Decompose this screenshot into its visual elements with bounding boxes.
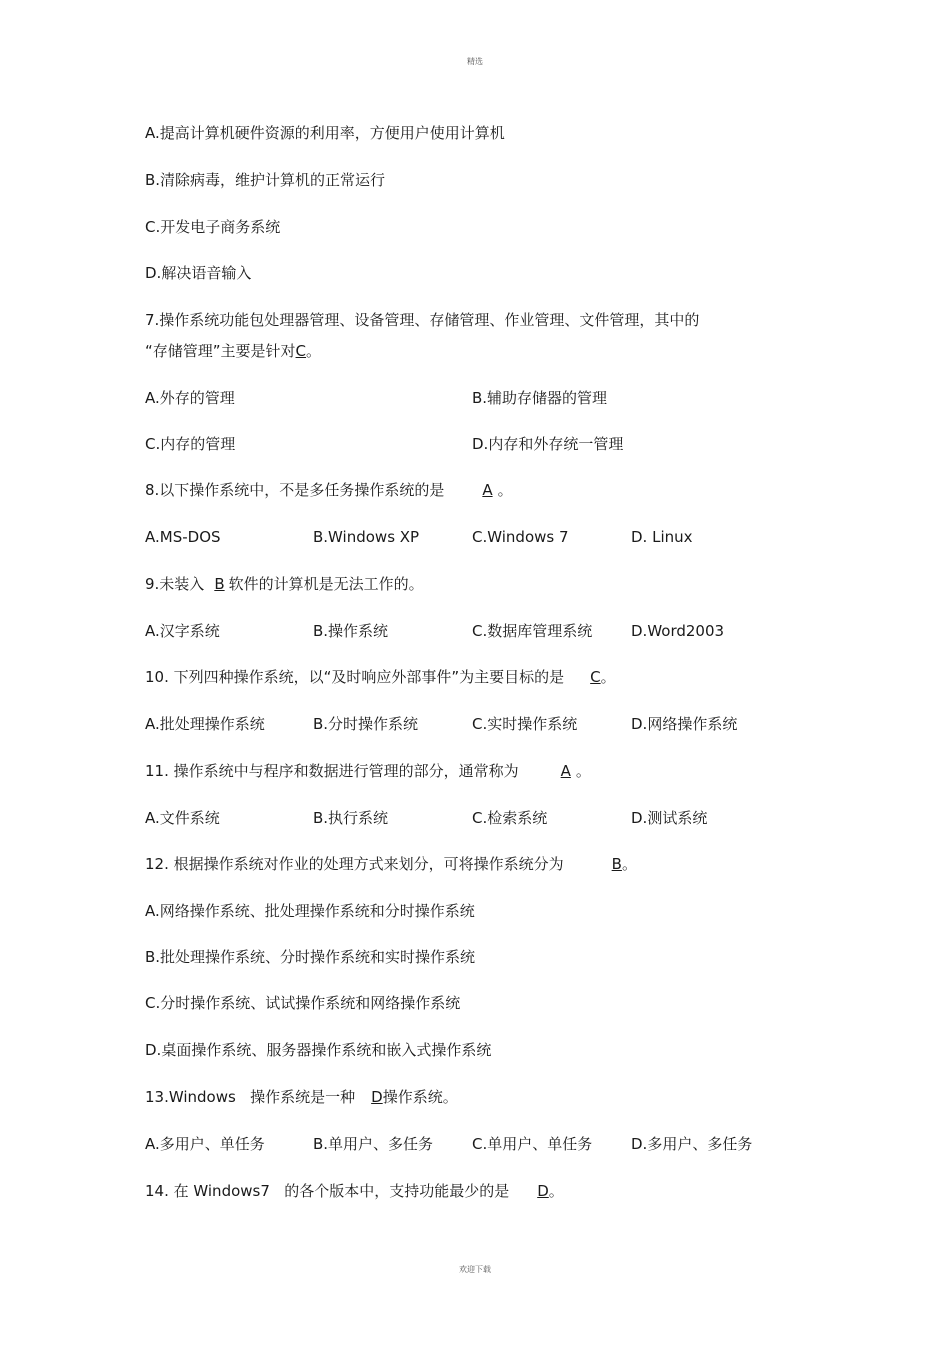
q14-question-text: 14. 在 Windows7 的各个版本中，支持功能最少的是	[145, 1182, 510, 1200]
q13-option-b: B.单用户、多任务	[313, 1135, 434, 1153]
q8-option-c: C.Windows 7	[472, 528, 569, 546]
q7-option-b: B.辅助存储器的管理	[472, 389, 608, 407]
q12-option-c: C.分时操作系统、试试操作系统和网络操作系统	[145, 994, 461, 1012]
q10-answer: C	[590, 668, 601, 686]
page-footer: 欢迎下载	[459, 1265, 491, 1274]
q11-option-b: B.执行系统	[313, 809, 389, 827]
q7-question-line1: 7.操作系统功能包处理器管理、设备管理、存储管理、作业管理、文件管理，其中的	[145, 311, 700, 329]
q9-question	[145, 574, 424, 594]
q8-question	[145, 480, 513, 500]
q12-answer: B	[611, 855, 622, 873]
q7-option-c: C.内存的管理	[145, 435, 236, 453]
q8-option-d: D. Linux	[631, 528, 693, 546]
q12-question-text: 12. 根据操作系统对作业的处理方式来划分，可将操作系统分为	[145, 855, 564, 873]
q14-question-end: 。	[548, 1182, 564, 1200]
q13-question-text: 13.Windows 操作系统是一种	[145, 1088, 356, 1106]
q7-answer: C	[295, 342, 307, 360]
q11-question-text: 11. 操作系统中与程序和数据进行管理的部分，通常称为	[145, 762, 519, 780]
q7-question-line2	[145, 341, 321, 361]
q6-option-d: D.解决语音输入	[145, 264, 252, 282]
q9-question-end: 软件的计算机是无法工作的。	[228, 575, 424, 593]
q10-option-c: C.实时操作系统	[472, 715, 578, 733]
q13-question	[145, 1087, 458, 1107]
q6-option-a: A.提高计算机硬件资源的利用率，方便用户使用计算机	[145, 124, 505, 142]
q11-answer: A	[560, 762, 571, 780]
q8-option-a: A.MS-DOS	[145, 528, 221, 546]
q9-option-b: B.操作系统	[313, 622, 389, 640]
q9-option-d: D.Word2003	[631, 622, 725, 640]
q13-question-end: 操作系统。	[382, 1088, 458, 1106]
q12-option-d: D.桌面操作系统、服务器操作系统和嵌入式操作系统	[145, 1041, 492, 1059]
q11-option-c: C.检索系统	[472, 809, 548, 827]
q13-option-c: C.单用户、单任务	[472, 1135, 593, 1153]
q13-answer: D	[371, 1088, 383, 1106]
q7-option-d: D.内存和外存统一管理	[472, 435, 624, 453]
q12-option-a: A.网络操作系统、批处理操作系统和分时操作系统	[145, 902, 475, 920]
q8-question-end: 。	[497, 481, 513, 499]
q12-question-end: 。	[621, 855, 637, 873]
q9-question-text: 9.未装入	[145, 575, 205, 593]
q11-question-end: 。	[575, 762, 591, 780]
q14-question	[145, 1181, 564, 1201]
q7-question-end: 。	[306, 342, 322, 360]
q13-option-d: D.多用户、多任务	[631, 1135, 753, 1153]
page-header: 精选	[467, 57, 483, 66]
q10-question-text: 10. 下列四种操作系统，以“及时响应外部事件”为主要目标的是	[145, 668, 565, 686]
q8-option-b: B.Windows XP	[313, 528, 420, 546]
q13-option-a: A.多用户、单任务	[145, 1135, 265, 1153]
q10-question	[145, 667, 616, 687]
q9-answer: B	[214, 575, 225, 593]
q7-question-text: “存储管理”主要是针对	[145, 342, 296, 360]
q9-option-a: A.汉字系统	[145, 622, 220, 640]
q14-answer: D	[537, 1182, 549, 1200]
q11-question	[145, 761, 591, 781]
q10-question-end: 。	[600, 668, 616, 686]
q8-answer: A	[482, 481, 493, 499]
q12-question	[145, 854, 637, 874]
q10-option-b: B.分时操作系统	[313, 715, 419, 733]
q12-option-b: B.批处理操作系统、分时操作系统和实时操作系统	[145, 948, 476, 966]
q11-option-a: A.文件系统	[145, 809, 220, 827]
q7-option-a: A.外存的管理	[145, 389, 235, 407]
q6-option-c: C.开发电子商务系统	[145, 218, 281, 236]
q11-option-d: D.测试系统	[631, 809, 708, 827]
q10-option-a: A.批处理操作系统	[145, 715, 265, 733]
q8-question-text: 8.以下操作系统中，不是多任务操作系统的是	[145, 481, 445, 499]
q6-option-b: B.清除病毒，维护计算机的正常运行	[145, 171, 386, 189]
q10-option-d: D.网络操作系统	[631, 715, 738, 733]
q9-option-c: C.数据库管理系统	[472, 622, 593, 640]
